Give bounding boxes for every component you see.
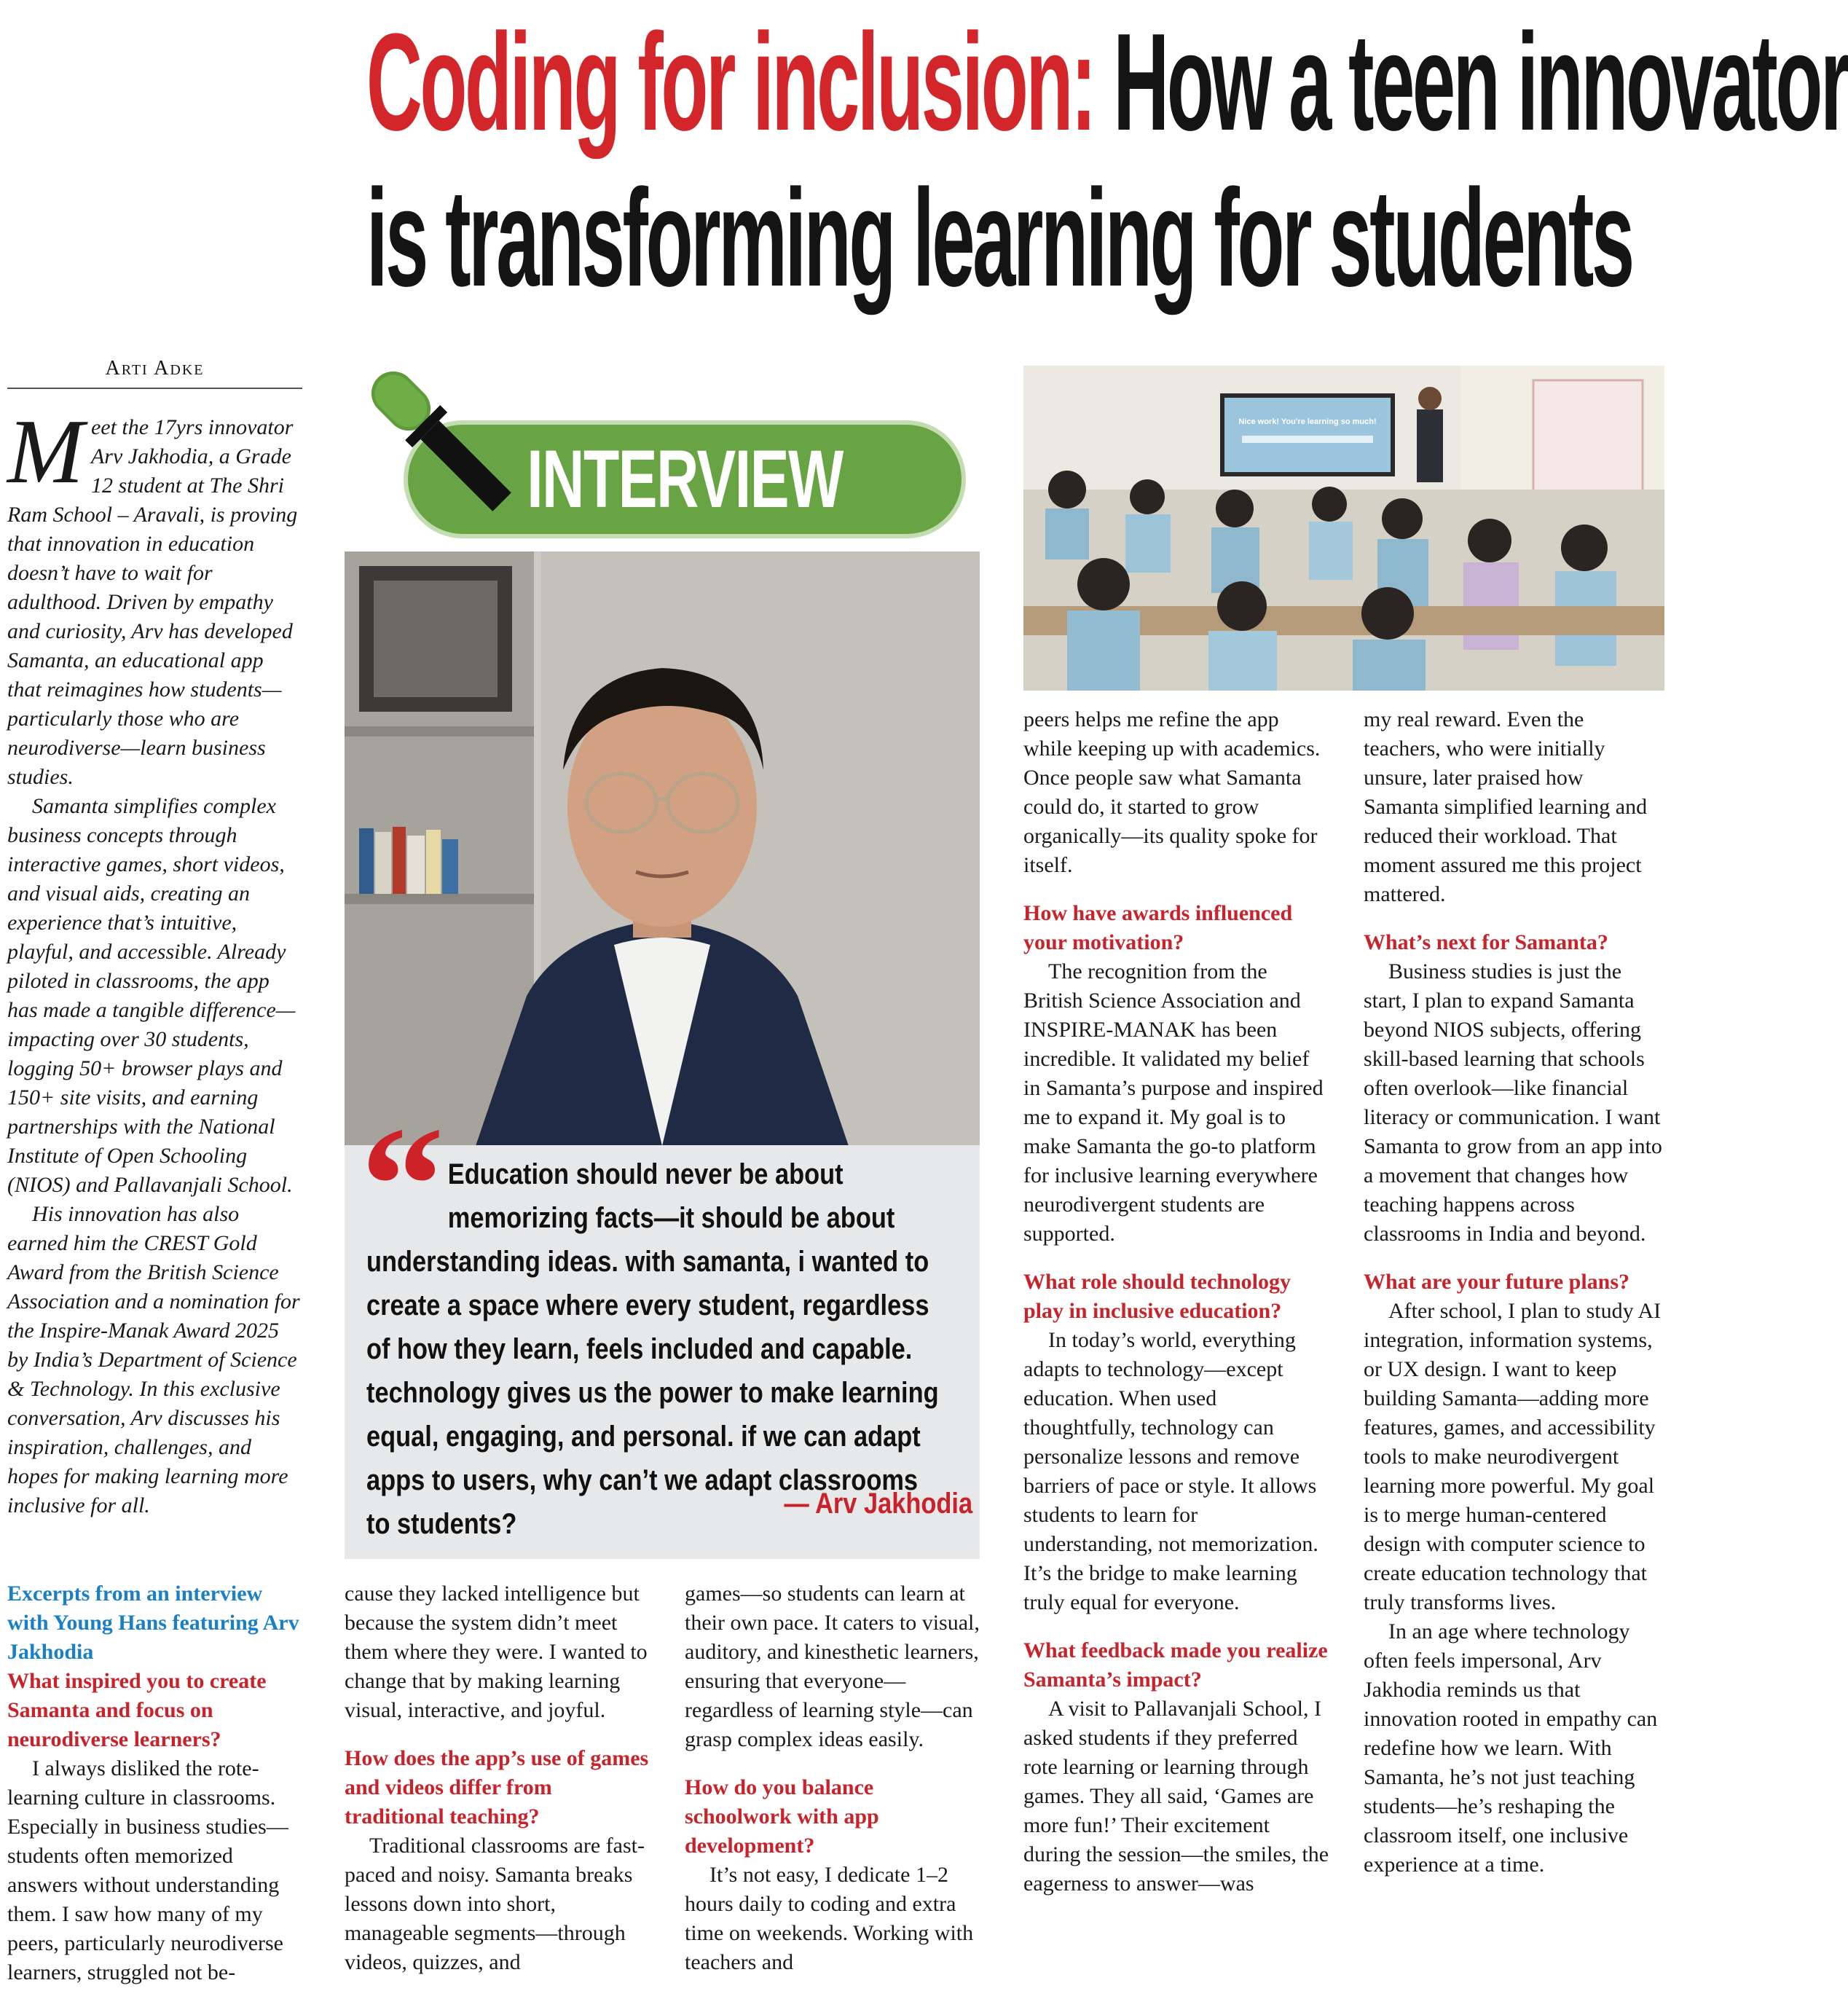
answer-2-part-2: games—so students can learn at their own pace. It caters to visual, auditory, and kinesthetic learners, ensuring that everyone—regardless of learning style—can grasp complex ideas easily.: [685, 1582, 980, 1751]
pullquote-line: memorizing facts—it should be about: [447, 1202, 895, 1234]
pullquote-line: technology gives us the power to make learning: [366, 1377, 939, 1409]
question-3: How do you balance schoolwork with app development?: [685, 1775, 879, 1858]
answer-1-part-2: cause they lacked intelligence but because the system didn’t meet them where they were. I wanted to change that by making learning visual, interactive, and joyful.: [345, 1582, 648, 1722]
headline-line-1: [366, 5, 1848, 160]
answer-5: In today’s world, everything adapts to technology—except education. When used thoughtfully, technology can personalize lessons and remove barriers of pace or style. It allows students to learn for understanding, not memorization. It’s the bridge to make learning truly equal for everyone.: [1023, 1328, 1318, 1614]
pullquote-text: [366, 1152, 971, 1546]
answer-7: Business studies is just the start, I plan to expand Samanta beyond NIOS subjects, offering skill-based learning that schools often overlook—like financial literacy or communication. I want Samanta to grow from an app into a movement that changes how teaching happens across classrooms in India and beyond.: [1364, 959, 1662, 1246]
pullquote-attribution: — Arv Jakhodia: [784, 1488, 973, 1520]
intro-paragraph-2: Samanta simplifies complex business concepts through interactive games, short videos, and visual aids, creating an experience that’s intuitive, playful, and accessible. Already piloted in classrooms, the app has made a tangible difference—impacting over 30 students, logging 50+ browser plays and 150+ site visits, and earning partnerships with the National Institute of Open Schooling (NIOS) and Pallavanjali School.: [7, 794, 296, 1197]
headline-line-2: is transforming learning for students: [366, 161, 1632, 315]
intro-column: [7, 401, 302, 1520]
question-7: What’s next for Samanta?: [1364, 930, 1608, 954]
pullquote-line: equal, engaging, and personal. if we can adapt: [366, 1421, 921, 1453]
answer-3-part-2: peers helps me refine the app while keeping up with academics. Once people saw what Samanta could do, it started to grow organically—its quality spoke for itself.: [1023, 707, 1321, 877]
question-4: How have awards influenced your motivation?: [1023, 901, 1293, 954]
qa-column-3: [685, 1579, 980, 1977]
classroom-photo: [1023, 366, 1664, 691]
pullquote-line: of how they learn, feels included and capable.: [366, 1333, 913, 1365]
pullquote-line: create a space where every student, regardless: [366, 1289, 929, 1321]
qa-column-5: [1364, 705, 1662, 1880]
intro-paragraph-1: eet the 17yrs innovator Arv Jakhodia, a Grade 12 student at The Shri Ram School – Aravali, is proving that innovation in education doesn’t have to wait for adulthood. Driven by empathy and curiosity, Arv has developed Samanta, an educational app that reimagines how students—particularly those who are neurodiverse—learn business studies.: [7, 415, 298, 789]
question-6: What feedback made you realize Samanta’s impact?: [1023, 1638, 1328, 1692]
pullquote-line: Education should never be about: [447, 1158, 844, 1190]
question-1: What inspired you to create Samanta and focus on neurodiverse learners?: [7, 1669, 267, 1751]
pullquote-line: apps to users, why can’t we adapt classrooms: [366, 1464, 919, 1496]
excerpt-label: Excerpts from an interview with Young Hans featuring Arv Jakhodia: [7, 1582, 299, 1664]
pullquote-line: to students?: [366, 1508, 517, 1540]
answer-3-part-1: It’s not easy, I dedicate 1–2 hours daily to coding and extra time on weekends. Working with teachers and: [685, 1863, 974, 1974]
qa-column-2: [345, 1579, 650, 1977]
answer-8: After school, I plan to study AI integration, information systems, or UX design. I want to keep building Samanta—adding more features, games, and accessibility tools to make neurodivergent learning more powerful. My goal is to merge human-centered design with computer science to create education technology that truly transforms lives.: [1364, 1299, 1662, 1614]
interview-banner-label: INTERVIEW: [527, 433, 843, 525]
headline-red-part: Coding for inclusion:: [366, 5, 1095, 160]
quote-mark-icon: “: [361, 1092, 444, 1278]
dropcap: M: [7, 401, 84, 503]
answer-2-part-1: Traditional classrooms are fast-paced and noisy. Samanta breaks lessons down into short, manageable segments—through videos, quizzes, and: [345, 1834, 645, 1974]
intro-paragraph-3: His innovation has also earned him the CREST Gold Award from the British Science Association and a nomination for the Inspire-Manak Award 2025 by India’s Department of Science & Technology. In this exclusive conversation, Arv discusses his inspiration, challenges, and hopes for making learning more inclusive for all.: [7, 1202, 300, 1517]
answer-6-part-1: A visit to Pallavanjali School, I asked students if they preferred rote learning or learning through games. They all said, ‘Games are more fun!’ Their excitement during the session—the smiles, the eagerness to answer—was: [1023, 1697, 1329, 1896]
question-8: What are your future plans?: [1364, 1270, 1630, 1294]
question-2: How does the app’s use of games and videos differ from traditional teaching?: [345, 1746, 649, 1829]
answer-6-part-2: my real reward. Even the teachers, who were initially unsure, later praised how Samanta simplified learning and reduced their workload. That moment assured me this project mattered.: [1364, 707, 1648, 906]
byline: Arti Adke: [7, 357, 302, 389]
question-5: What role should technology play in inclusive education?: [1023, 1270, 1291, 1323]
qa-column-4: [1023, 705, 1329, 1898]
headline-black-part: How a teen innovator: [1113, 5, 1848, 160]
pullquote-line: understanding ideas. with samanta, i wanted to: [366, 1246, 929, 1278]
answer-4: The recognition from the British Science Association and INSPIRE-MANAK has been incredible. It validated my belief in Samanta’s purpose and inspired me to expand it. My goal is to make Samanta the go-to platform for inclusive learning everywhere neurodivergent students are supported.: [1023, 959, 1324, 1246]
portrait-photo: [345, 551, 980, 1146]
closing-paragraph: In an age where technology often feels impersonal, Arv Jakhodia reminds us that innovation rooted in empathy can redefine how we learn. With Samanta, he’s not just teaching students—he’s reshaping the classroom itself, one inclusive experience at a time.: [1364, 1619, 1658, 1877]
microphone-icon: [342, 357, 532, 517]
answer-1-part-1: I always disliked the rote-learning culture in classrooms. Especially in business studies—students often memorized answers without understanding them. I saw how many of my peers, particularly neurodiverse learners, struggled not be-: [7, 1756, 288, 1984]
qa-column-1: [7, 1579, 302, 1987]
classroom-screen-text: Nice work! You're learning so much!: [1238, 417, 1377, 426]
